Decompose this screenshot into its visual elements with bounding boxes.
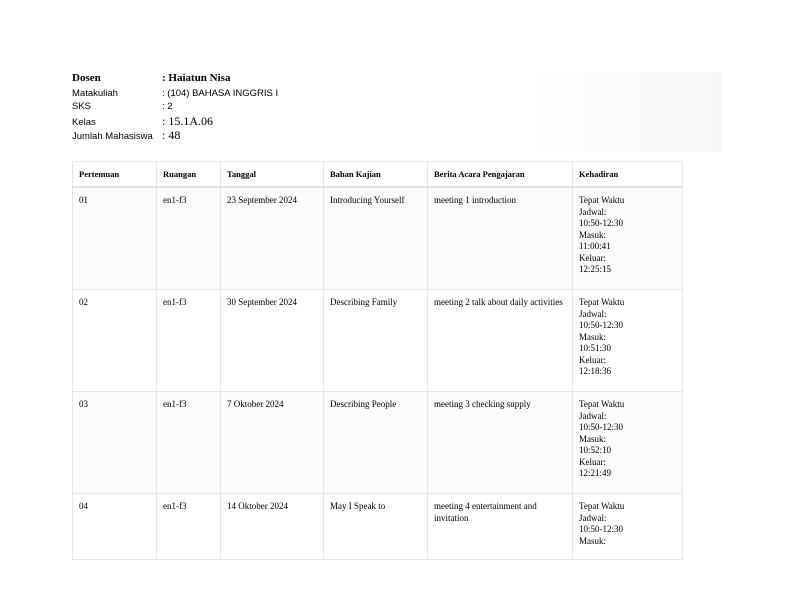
attendance-checkin-label: Masuk: <box>579 229 606 240</box>
kelas-value: : 15.1A.06 <box>162 114 213 128</box>
table-row <box>73 494 683 560</box>
matakuliah-label: Matakuliah <box>72 88 118 99</box>
cell-ruangan: en1-f3 <box>157 187 221 290</box>
attendance-checkout-time: 12:25:15 <box>579 264 612 274</box>
attendance-status: Tepat Waktu <box>579 195 625 205</box>
jumlah-value: : 48 <box>162 128 181 142</box>
cell-bahan-kajian: May I Speak to <box>324 494 428 560</box>
cell-tanggal: 23 September 2024 <box>221 187 324 290</box>
table-header-row <box>73 162 683 188</box>
header-tanggal: Tanggal <box>221 162 324 188</box>
table-row <box>73 187 683 290</box>
cell-ruangan: en1-f3 <box>157 392 221 494</box>
attendance-checkout-label: Keluar: <box>579 456 606 467</box>
header-ruangan: Ruangan <box>157 162 221 188</box>
attendance-schedule-time: 10:50-12:30 <box>579 524 623 534</box>
attendance-checkin-label: Masuk: <box>579 535 606 546</box>
header-kehadiran: Kehadiran <box>573 162 683 188</box>
header-berita-acara: Berita Acara Pengajaran <box>428 162 573 188</box>
cell-tanggal: 14 Oktober 2024 <box>221 494 324 560</box>
info-row-jumlah <box>72 128 180 143</box>
table-row <box>73 392 683 494</box>
attendance-status: Tepat Waktu <box>579 501 625 511</box>
attendance-checkout-time: 12:21:49 <box>579 468 612 478</box>
cell-berita-acara: meeting 2 talk about daily activities <box>428 290 573 392</box>
attendance-schedule-time: 10:50-12:30 <box>579 422 623 432</box>
sks-label: SKS <box>72 101 92 112</box>
attendance-schedule-time: 10:50-12:30 <box>579 320 623 330</box>
attendance-checkout-label: Keluar: <box>579 354 606 365</box>
cell-tanggal: 7 Oktober 2024 <box>221 392 324 494</box>
header-pertemuan: Pertemuan <box>73 162 157 188</box>
cell-berita-acara: meeting 3 checking supply <box>428 392 573 494</box>
cell-pertemuan: 03 <box>73 392 157 494</box>
dosen-label: Dosen <box>72 72 101 84</box>
jumlah-label: Jumlah Mahasiswa <box>72 131 153 142</box>
cell-pertemuan: 01 <box>73 187 157 290</box>
attendance-checkin-label: Masuk: <box>579 331 606 342</box>
attendance-status: Tepat Waktu <box>579 399 625 409</box>
cell-ruangan: en1-f3 <box>157 494 221 560</box>
attendance-checkout-time: 12:18:36 <box>579 366 612 376</box>
matakuliah-value: : (104) BAHASA INGGRIS I <box>162 88 279 99</box>
cell-pertemuan: 02 <box>73 290 157 392</box>
info-row-sks <box>72 101 173 112</box>
attendance-status: Tepat Waktu <box>579 297 625 307</box>
attendance-checkin-time: 10:52:10 <box>579 445 612 455</box>
cell-bahan-kajian: Introducing Yourself <box>324 187 428 290</box>
attendance-checkin-time: 11:00:41 <box>579 241 611 251</box>
cell-berita-acara: meeting 4 entertainment and invitation <box>428 494 573 560</box>
cell-kehadiran <box>573 187 683 290</box>
attendance-checkin-time: 10:51:30 <box>579 343 612 353</box>
attendance-schedule-label: Jadwal: <box>579 206 607 217</box>
sks-value: : 2 <box>162 101 173 112</box>
cell-berita-acara: meeting 1 introduction <box>428 187 573 290</box>
attendance-schedule-label: Jadwal: <box>579 410 607 421</box>
info-row-kelas <box>72 114 213 129</box>
cell-tanggal: 30 September 2024 <box>221 290 324 392</box>
cell-kehadiran <box>573 290 683 392</box>
attendance-schedule-time: 10:50-12:30 <box>579 218 623 228</box>
dosen-value: : Haiatun Nisa <box>162 72 231 84</box>
kelas-label: Kelas <box>72 117 96 128</box>
attendance-checkin-label: Masuk: <box>579 433 606 444</box>
cell-kehadiran <box>573 392 683 494</box>
attendance-table <box>72 161 683 560</box>
cell-bahan-kajian: Describing Family <box>324 290 428 392</box>
attendance-schedule-label: Jadwal: <box>579 308 607 319</box>
attendance-table-container <box>72 161 682 546</box>
table-row <box>73 290 683 392</box>
course-info-block <box>72 72 722 152</box>
cell-kehadiran <box>573 494 683 560</box>
cell-ruangan: en1-f3 <box>157 290 221 392</box>
cell-pertemuan: 04 <box>73 494 157 560</box>
info-row-dosen <box>72 72 230 84</box>
info-row-matakuliah <box>72 88 278 99</box>
cell-bahan-kajian: Describing People <box>324 392 428 494</box>
attendance-checkout-label: Keluar: <box>579 252 606 263</box>
attendance-schedule-label: Jadwal: <box>579 512 607 523</box>
header-bahan-kajian: Bahan Kajian <box>324 162 428 188</box>
